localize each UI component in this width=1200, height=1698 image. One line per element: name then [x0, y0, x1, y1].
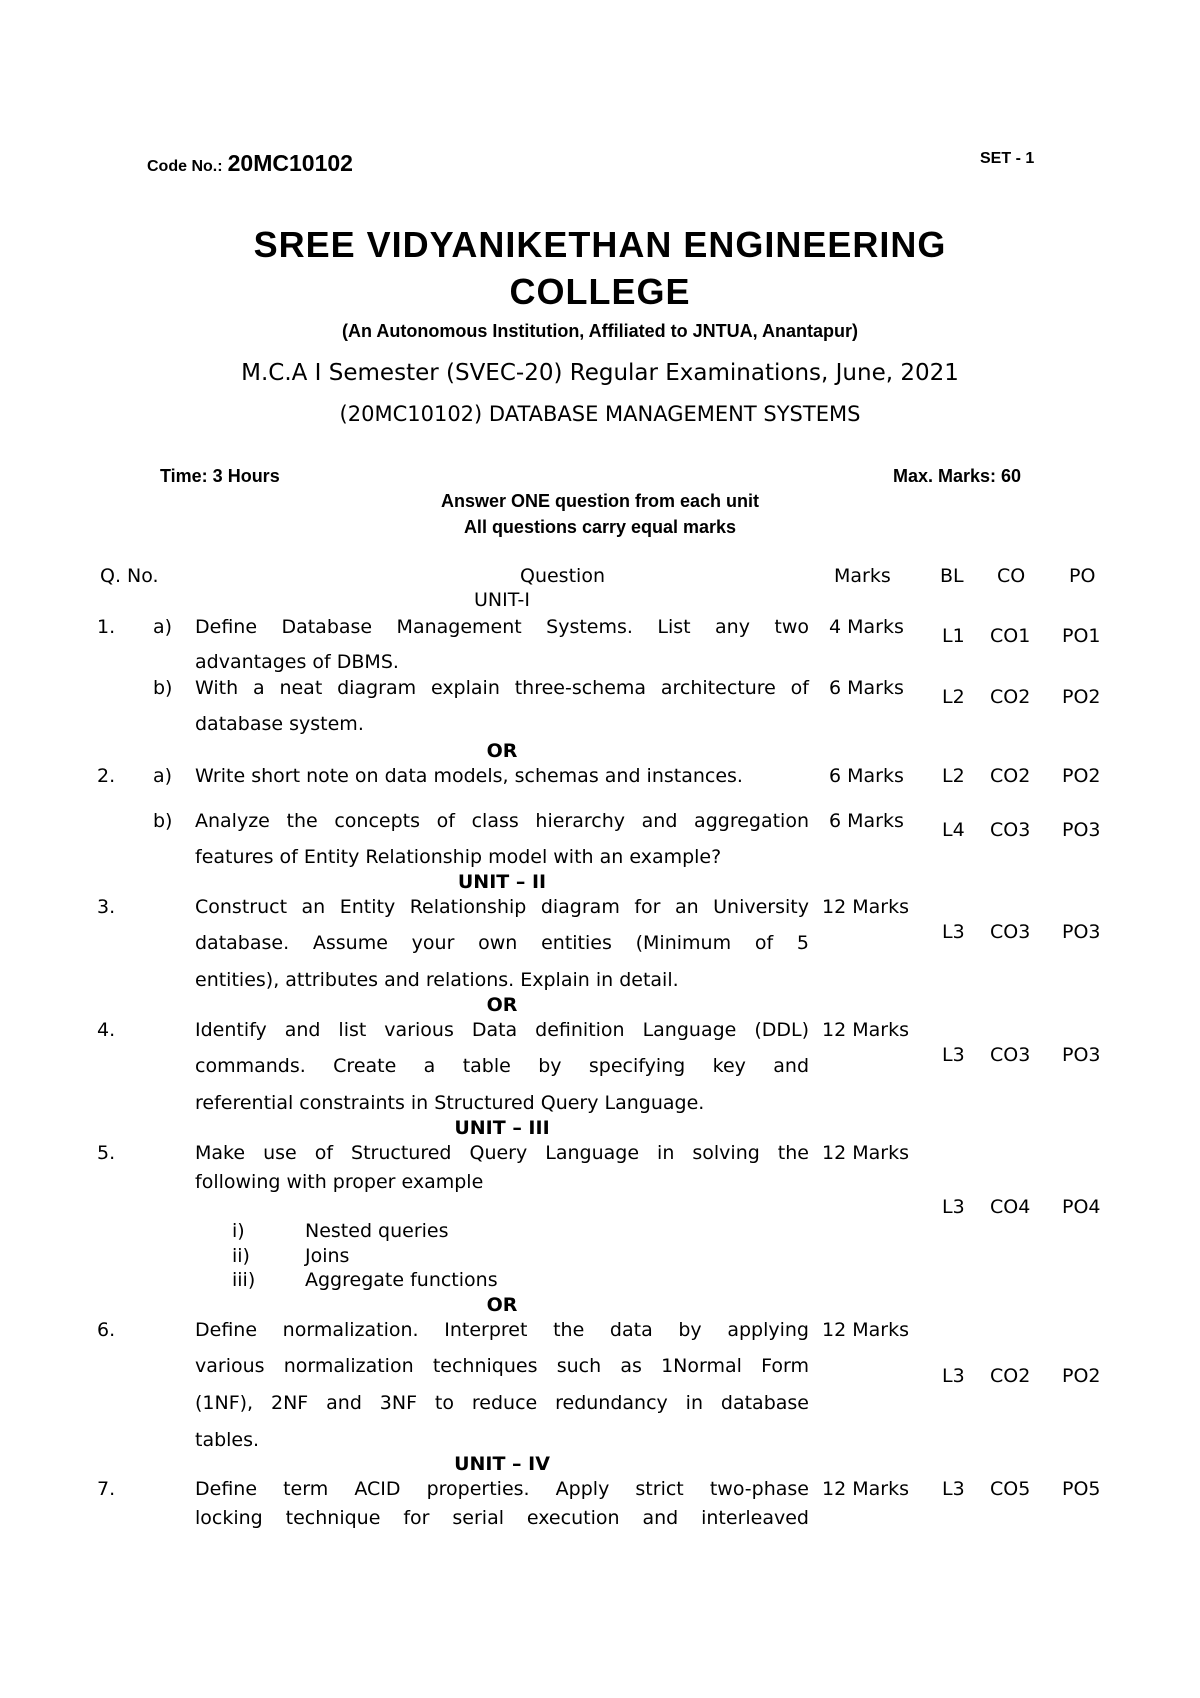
q5-co: CO4 [990, 1196, 1031, 1218]
q5-item-2-number: ii) [232, 1245, 250, 1267]
q3-po: PO3 [1062, 921, 1101, 943]
header-po: PO [1069, 565, 1096, 587]
max-marks-label: Max. Marks: 60 [893, 466, 1022, 486]
q1b-line1: With a neat diagram explain three-schema architecture of [195, 677, 809, 699]
q1b-label: b) [153, 677, 173, 699]
set-label: SET - 1 [980, 150, 1035, 167]
q4-line3: referential constraints in Structured Query Language. [195, 1092, 705, 1114]
q2b-line2: features of Entity Relationship model with an example? [195, 846, 722, 868]
code-number [147, 150, 353, 177]
unit-3-heading: UNIT – III [454, 1117, 550, 1139]
q2-number: 2. [97, 765, 116, 787]
unit-1-heading: UNIT-I [473, 589, 531, 611]
q5-item-3-text: Aggregate functions [305, 1269, 498, 1291]
header-question: Question [520, 565, 605, 587]
q5-marks: 12 Marks [822, 1142, 909, 1164]
q1a-co: CO1 [990, 625, 1031, 647]
q2a-co: CO2 [990, 765, 1031, 787]
instruction-two: All questions carry equal marks [463, 517, 737, 537]
q1a-po: PO1 [1062, 625, 1101, 647]
exam-title: M.C.A I Semester (SVEC-20) Regular Examinations, June, 2021 [241, 360, 959, 386]
q4-co: CO3 [990, 1044, 1031, 1066]
q1b-line2: database system. [195, 713, 364, 735]
q2b-label: b) [153, 810, 173, 832]
code-value: 20MC10102 [227, 150, 353, 176]
q3-line1: Construct an Entity Relationship diagram for an University [195, 896, 809, 918]
q7-po: PO5 [1062, 1478, 1101, 1500]
q5-item-1-number: i) [232, 1220, 245, 1242]
subject-title: (20MC10102) DATABASE MANAGEMENT SYSTEMS [339, 402, 861, 426]
q6-marks: 12 Marks [822, 1319, 909, 1341]
affiliation: (An Autonomous Institution, Affiliated to JNTUA, Anantapur) [342, 321, 858, 341]
unit-2-heading: UNIT – II [457, 871, 547, 893]
q7-bl: L3 [942, 1478, 965, 1500]
q6-bl: L3 [942, 1365, 965, 1387]
q2a-marks: 6 Marks [829, 765, 904, 787]
or-separator-2: OR [486, 994, 518, 1016]
college-name-line1: SREE VIDYANIKETHAN ENGINEERING [253, 224, 947, 265]
q2b-line1: Analyze the concepts of class hierarchy and aggregation [195, 810, 809, 832]
q3-bl: L3 [942, 921, 965, 943]
q7-line2: locking technique for serial execution and interleaved [195, 1507, 809, 1529]
q4-line1: Identify and list various Data definition Language (DDL) [195, 1019, 809, 1041]
q7-marks: 12 Marks [822, 1478, 909, 1500]
q6-po: PO2 [1062, 1365, 1101, 1387]
q1b-po: PO2 [1062, 686, 1101, 708]
q2b-po: PO3 [1062, 819, 1101, 841]
q2b-marks: 6 Marks [829, 810, 904, 832]
or-separator-3: OR [486, 1294, 518, 1316]
q6-co: CO2 [990, 1365, 1031, 1387]
q1a-label: a) [153, 616, 173, 638]
q6-line2: various normalization techniques such as 1Normal Form [195, 1355, 809, 1377]
q2a-line1: Write short note on data models, schemas and instances. [195, 765, 743, 787]
q3-number: 3. [97, 896, 116, 918]
q1b-co: CO2 [990, 686, 1031, 708]
q5-line2: following with proper example [195, 1171, 484, 1193]
q7-number: 7. [97, 1478, 116, 1500]
code-label: Code No.: [147, 158, 223, 175]
q4-line2: commands. Create a table by specifying key and [195, 1055, 809, 1077]
q5-number: 5. [97, 1142, 116, 1164]
q5-item-3-number: iii) [232, 1269, 256, 1291]
q1b-marks: 6 Marks [829, 677, 904, 699]
q5-item-1-text: Nested queries [305, 1220, 449, 1242]
q6-line1: Define normalization. Interpret the data by applying [195, 1319, 809, 1341]
q1a-line2: advantages of DBMS. [195, 651, 399, 673]
q5-item-2-text: Joins [305, 1245, 350, 1267]
college-name-line2: COLLEGE [509, 271, 691, 312]
q6-line4: tables. [195, 1429, 260, 1451]
q4-number: 4. [97, 1019, 116, 1041]
q4-po: PO3 [1062, 1044, 1101, 1066]
q1-number: 1. [97, 616, 116, 638]
header-bl: BL [940, 565, 964, 587]
q2a-po: PO2 [1062, 765, 1101, 787]
q5-line1: Make use of Structured Query Language in solving the [195, 1142, 809, 1164]
q1a-bl: L1 [942, 625, 965, 647]
q5-bl: L3 [942, 1196, 965, 1218]
q3-line3: entities), attributes and relations. Explain in detail. [195, 969, 679, 991]
time-label: Time: 3 Hours [160, 466, 280, 486]
header-marks: Marks [834, 565, 891, 587]
q5-po: PO4 [1062, 1196, 1101, 1218]
q2b-bl: L4 [942, 819, 965, 841]
instruction-one: Answer ONE question from each unit [440, 491, 760, 511]
q1a-marks: 4 Marks [829, 616, 904, 638]
q3-marks: 12 Marks [822, 896, 909, 918]
or-separator-1: OR [486, 740, 518, 762]
q4-bl: L3 [942, 1044, 965, 1066]
q3-co: CO3 [990, 921, 1031, 943]
q7-line1: Define term ACID properties. Apply strict two-phase [195, 1478, 809, 1500]
q2a-label: a) [153, 765, 173, 787]
q2a-bl: L2 [942, 765, 965, 787]
q4-marks: 12 Marks [822, 1019, 909, 1041]
header-co: CO [997, 565, 1026, 587]
header-qno: Q. No. [100, 565, 159, 587]
q1b-bl: L2 [942, 686, 965, 708]
q2b-co: CO3 [990, 819, 1031, 841]
unit-4-heading: UNIT – IV [454, 1453, 550, 1475]
q3-line2: database. Assume your own entities (Minimum of 5 [195, 932, 809, 954]
q7-co: CO5 [990, 1478, 1031, 1500]
q6-number: 6. [97, 1319, 116, 1341]
q6-line3: (1NF), 2NF and 3NF to reduce redundancy in database [195, 1392, 809, 1414]
q1a-line1: Define Database Management Systems. List any two [195, 616, 809, 638]
